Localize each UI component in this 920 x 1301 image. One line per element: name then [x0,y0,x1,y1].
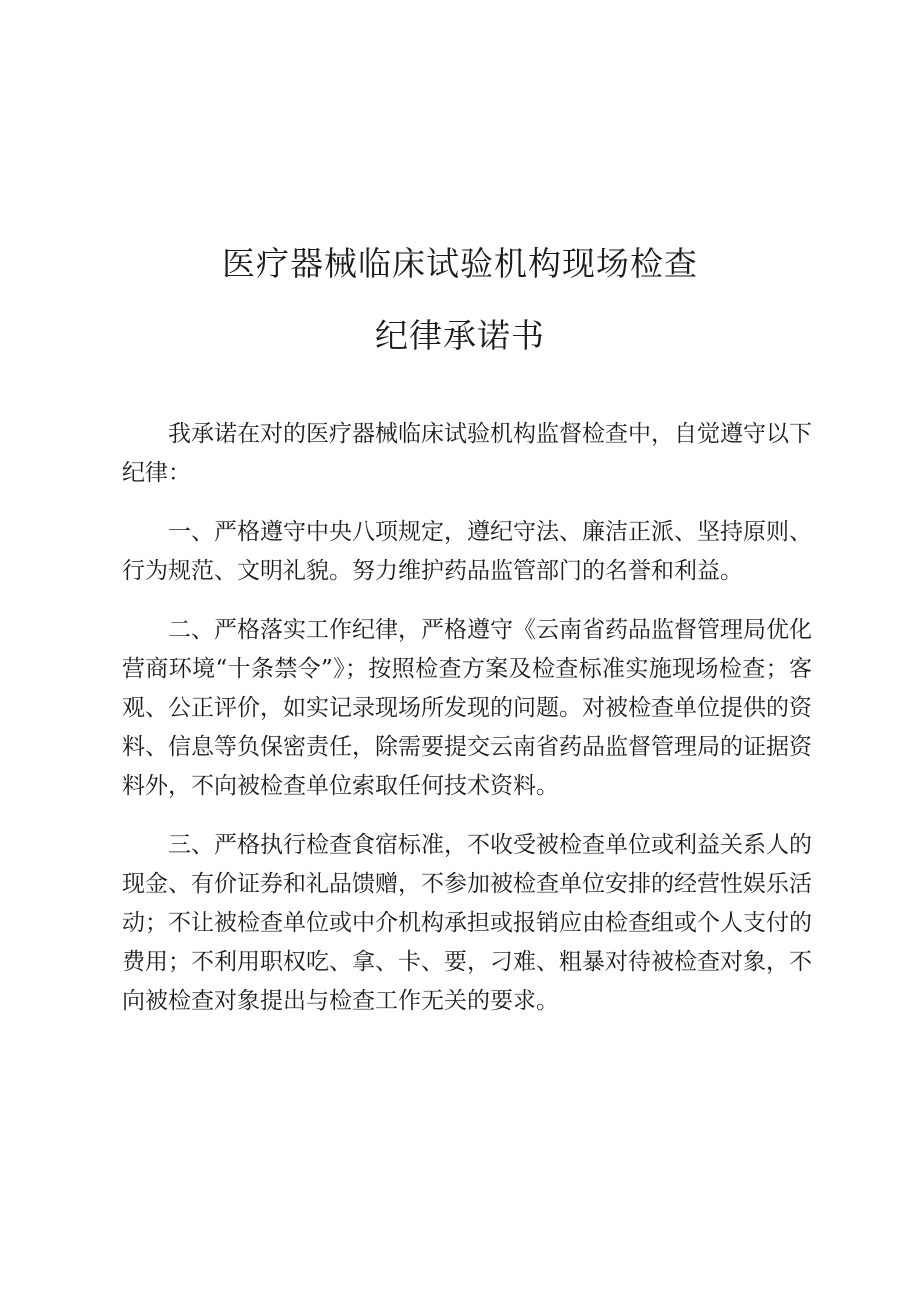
clause-1-paragraph: 一、严格遵守中央八项规定，遵纪守法、廉洁正派、坚持原则、行为规范、文明礼貌。努力维护药品监管部门的名誉和利益。 [122,519,812,584]
clause-3-paragraph: 三、严格执行检查食宿标准，不收受被检查单位或利益关系人的现金、有价证券和礼品馈赠，不参加被检查单位安排的经营性娱乐活动；不让被检查单位或中介机构承担或报销应由检查组或个人支付的费用；不利用职权吃、拿、卡、要，刁难、粗暴对待被检查对象，不向被检查对象提出与检查工作无关的要求。 [122,832,812,1014]
document-subtitle: 纪律承诺书 [375,316,545,355]
document-title: 医疗器械临床试验机构现场检查 [222,244,698,283]
clause-2-paragraph: 二、严格落实工作纪律，严格遵守《云南省药品监督管理局优化营商环境“十条禁令”》；按照检查方案及检查标准实施现场检查；客观、公正评价，如实记录现场所发现的问题。对被检查单位提供的资料、信息等负保密责任，除需要提交云南省药品监督管理局的证据资料外，不向被检查单位索取任何技术资料。 [122,617,812,799]
intro-paragraph: 我承诺在对的医疗器械临床试验机构监督检查中，自觉遵守以下纪律： [122,421,812,486]
document-body [122,415,812,1041]
